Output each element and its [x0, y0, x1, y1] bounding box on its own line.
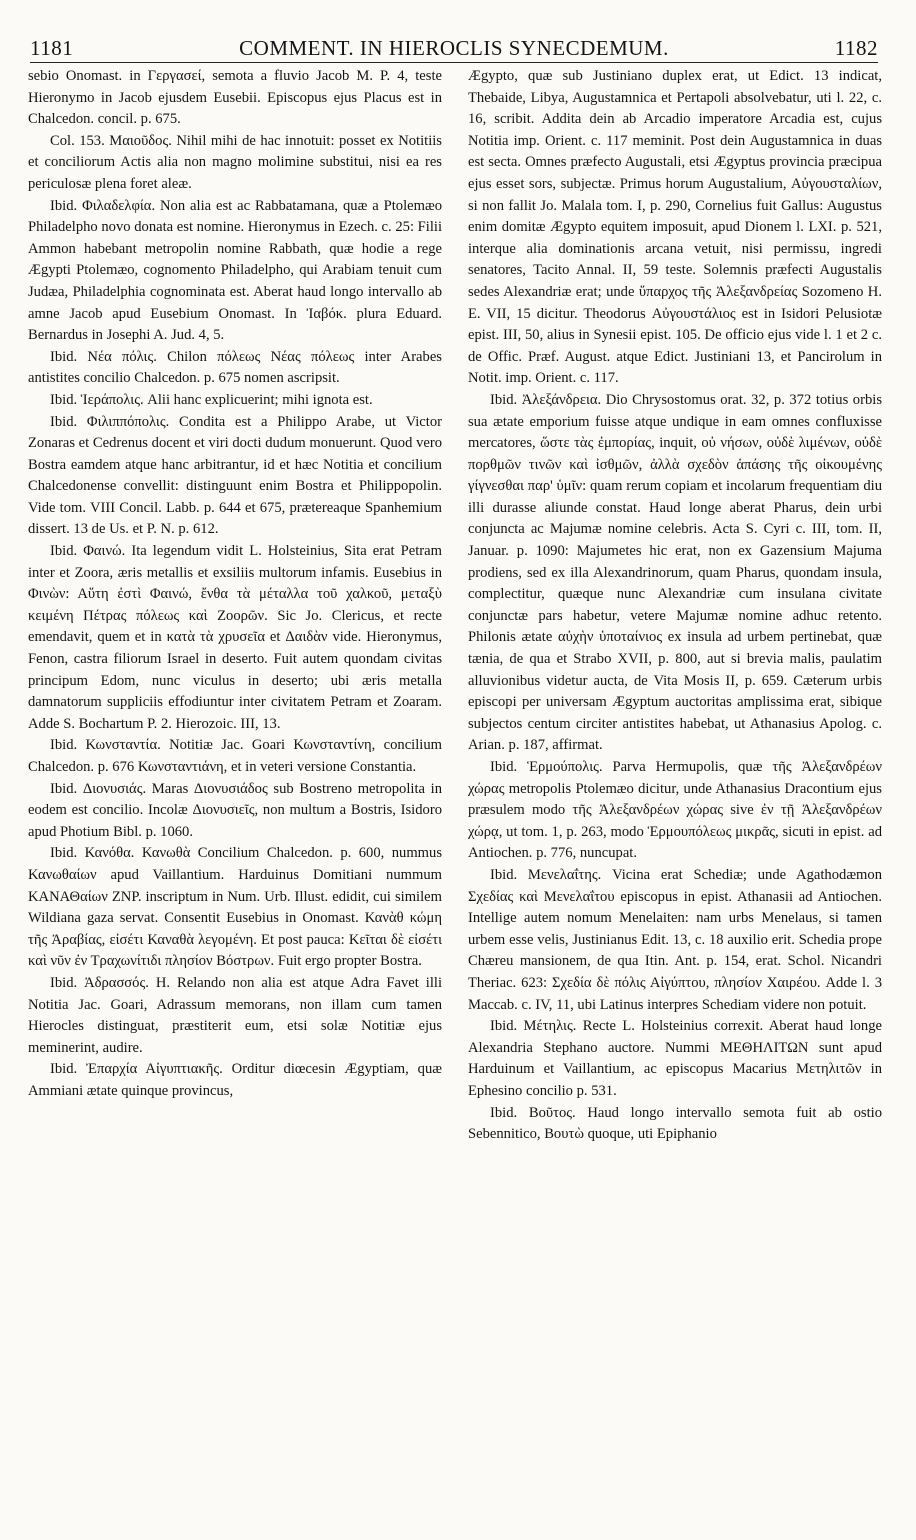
paragraph: Ibid. Κωνσταντία. Notitiæ Jac. Goari Κωνσταντίνη, concilium Chalcedon. p. 676 Κωνσταντιάνη, et in veteri versione Constantia. — [28, 737, 442, 775]
paragraph: Ibid. Ἱεράπολις. Alii hanc explicuerint; mihi ignota est. — [50, 391, 373, 408]
paragraph: sebio Onomast. in Γεργασεί, semota a fluvio Jacob M. P. 4, teste Hieronymo in Jacob ejusdem Eusebii. Episcopus ejus Placus est in Chalcedon. concil. p. 675. — [28, 68, 442, 128]
running-title: COMMENT. IN HIEROCLIS SYNECDEMUM. — [239, 36, 669, 60]
paragraph: Col. 153. Μαιοῦδος. Nihil mihi de hac innotuit: posset ex Notitiis et conciliorum Actis alia non magno molimine substitui, nisi ea res periculosæ plena foret aleæ. — [28, 132, 442, 192]
paragraph: Ibid. Βοῦτος. Haud longo intervallo semota fuit ab ostio Sebennitico, Βουτὼ quoque, uti Epiphanio — [468, 1104, 882, 1143]
paragraph: Ibid. Ἀδρασσός. H. Relando non alia est atque Adra Favet illi Notitia Jac. Goari, Adrassum memorans, non illam cum tamen Hierocles distinguat, præstiterit eum, etsi solæ Notitiæ ejus meminerint, audire. — [28, 974, 442, 1056]
paragraph: Ibid. Κανόθα. Κανωθὰ Concilium Chalcedon. p. 600, nummus Κανωθαίων apud Vaillantium. Harduinus Domitiani nummum ΚΑΝΑΘαίων ΖΝΡ. inscriptum in Num. Urb. Illust. edidit, cui similem Wildiana gaza servat. Consentit Eusebius in Onomast. Κανὰθ κώμη τῆς Ἀραβίας, εἰσέτι Καναθὰ λεγομένη. Et post pauca: Κεῖται δὲ εἰσέτι καὶ νῦν ἐν Τραχωνίτιδι πλησίον Βόστρων. Fuit ergo propter Bostra. — [28, 845, 442, 970]
left-page-number: 1181 — [30, 36, 74, 60]
paragraph: Ibid. Φιλαδελφία. Non alia est ac Rabbatamana, quæ a Ptolemæo Philadelpho novo donata est nomine. Hieronymus in Ezech. c. 25: Filii Ammon habebant metropolin nomine Rabbath, quæ hodie a rege Ægypti Ptolemæo, cognomento Philadelpho, qui Arabiam tenuit cum Judæa, Philadelphia cognominata est. Aberat haud longo intervallo ab amne Jacob apud Eusebium Onomast. In Ἰαβόκ. plura Eduard. Bernardus in Josephi A. Jud. 4, 5. — [28, 197, 442, 344]
paragraph: Ibid. Ἐπαρχία Αἰγυπτιακῆς. Orditur diœcesin Ægyptiam, quæ Ammiani ætate quinque provincus, — [28, 1061, 442, 1099]
paragraph: Ibid. Διονυσιάς. Maras Διονυσιάδος sub Bostreno metropolita in eodem est concilio. Incolæ Διονυσιεῖς, non multum a Bostris, Isidoro apud Photium Bibl. p. 1060. — [28, 780, 442, 840]
paragraph: Ibid. Φαινώ. Ita legendum vidit L. Holsteinius, Sita erat Petram inter et Zoora, æris metallis et exsiliis multorum infamis. Eusebius in Φινὼν: Αὕτη ἐστὶ Φαινώ, ἔνθα τὰ μέταλλα τοῦ χαλκοῦ, μεταξὺ κειμένη Πέτρας πόλεως καὶ Ζοορῶν. Sic Jo. Clericus, et recte emendavit, quem et in κατὰ τὰ χρυσεῖα et Δαιδὰν vide. Hieronymus, Fenon, castra filiorum Israel in deserto. Fuit autem quondam civitas principum Edom, nunc viculus in deserto; ubi æris metalla damnatorum suppliciis effodiuntur inter civitatem Petram et Zoaram. Adde S. Bochartum P. 2. Hierozoic. III, 13. — [28, 543, 442, 732]
paragraph: Ibid. Ἀλεξάνδρεια. Dio Chrysostomus orat. 32, p. 372 totius orbis sua ætate emporium fuisse atque undique in eam omnes confluxisse mercatores, ὥστε τὰς ἐμπορίας, inquit, οὐ νήσων, οὐδὲ λιμένων, οὐδὲ πορθμῶν τινῶν καὶ ἰσθμῶν, ἀλλὰ σχεδὸν ἁπάσης τῆς οἰκουμένης γίγνεσθαι παρ' ὑμῖν: quam rerum copiam et incolarum frequentiam diu illi durasse aliunde constat. Haud longe aberat Pharus, dein urbi conjuncta ac Majumæ nomine celebris. Acta S. Cyri c. III, tom. II, Januar. p. 1090: Majumetes hic erat, non ex Gazensium Majuma prodiens, sed ex illa Alexandrinorum, quam Pharus, quondam insula, complectitur, quæque nunc Alexandriæ cum insulana civitate conjunctæ pars habetur, vetere Majumæ nomine adhuc retento. Philonis ætate αὐχὴν ὑποταίνιος ex insula ad urbem pertinebat, quæ tænia, de qua et Strabo XVII, p. 800, aut si brevia malis, paulatim alluvionibus videtur aucta, de Vita Mosis II, p. 659. Cæterum urbis episcopi per universam Ægyptum auctoritas amplissima erat, sibique subjectos centum circiter antistites habebat, ut Athanasius Apolog. c. Arian. p. 187, affirmat. — [468, 391, 882, 754]
paragraph: Ibid. Ἑρμούπολις. Parva Hermupolis, quæ τῆς Ἀλεξανδρέων χώρας metropolis Ptolemæo dicitur, unde Athanasius Dracontium ejus præsulem modo τῆς Ἀλεξανδρέων χώρας sive ἐν τῇ Ἀλεξανδρέων χώρᾳ, ut tom. 1, p. 263, modo Ἑρμουπόλεως μικρᾶς, sicuti in epist. ad Antiochen. p. 776, nuncupat. — [468, 759, 882, 862]
right-column — [468, 66, 882, 1146]
paragraph: Ibid. Φιλιππόπολις. Condita est a Philippo Arabe, ut Victor Zonaras et Cedrenus docent et viri docti dudum monuerunt. Quod vero Bostra eamdem atque hanc arbitrantur, id et hæc Notitia et concilium Chalcedonense convellit: distinguunt enim Bostra et Philippopolin. Vide tom. VIII Concil. Labb. p. 644 et 675, prætereaque Spanhemium dissert. 13 de Us. et P. N. p. 612. — [28, 413, 442, 538]
paragraph: Ægypto, quæ sub Justiniano duplex erat, ut Edict. 13 indicat, Thebaide, Libya, Augustamnica et Pertapoli absolvebatur, uti l. 22, c. 16, scribit. Addita dein ab Arcadio imperatore Arcadia est, cujus Notitia imp. Orient. c. 117 meminit. Post dein Augustamnica in duas est secta. Omnes præfecto Augustali, etsi Ægyptus provincia præcipua ejus esset sors, subjectæ. Primus horum Augustalium, Αὐγουσταλίων, si non fallit Jo. Malala tom. I, p. 290, Cornelius fuit Gallus: Augustus enim domitæ Ægypto equitem imposuit, apud Dionem l. LXI. p. 521, interque alia dominationis arcana vetuit, nisi permissu, ingredi senatores, Tacito Annal. II, 59 teste. Solemnis præfecti Augustalis sedes Alexandriæ erat; unde ὕπαρχος τῆς Ἀλεξανδρείας Sozomeno H. E. VII, 15 dicitur. Theodorus Αὐγουστάλιος est in Isidori Pelusiotæ epist. III, 50, alius in Synesii epist. 105. De officio ejus vide l. 1 et 2 c. de Offic. Præf. August. atque Edict. Justiniani 13, et Pancirolum in Notit. imp. Orient. c. 117. — [468, 68, 882, 387]
right-page-number: 1182 — [834, 36, 878, 60]
paragraph: Ibid. Μενελαΐτης. Vicina erat Schediæ; unde Agathodæmon Σχεδίας καὶ Μενελαΐτου episcopus in epist. Athanasii ad Antiochen. Intellige autem nomum Menelaiten: nam urbs Menelaus, si tamen urbem esse velis, Justinianus Edit. 13, c. 18 auxilio erit. Schedia prope Chæreu mansionem, de qua Itin. Ant. p. 154, erat. Schol. Nicandri Theriac. 623: Σχεδία δὲ πόλις Αἰγύπτου, πλησίον Χαιρέου. Adde l. 3 Maccab. c. IV, 11, ubi Latinus interpres Schediam videre non potuit. — [468, 866, 882, 1013]
paragraph: Ibid. Μέτηλις. Recte L. Holsteinius correxit. Aberat haud longe Alexandria Stephano auctore. Nummi ΜΕΘΗΛΙΤΩΝ sunt apud Harduinum et Vaillantium, ac episcopus Macarius Μετηλιτῶν in Ephesino concilio p. 531. — [468, 1018, 882, 1099]
running-header — [30, 30, 878, 63]
paragraph: Ibid. Νέα πόλις. Chilon πόλεως Νέας πόλεως inter Arabes antistites concilio Chalcedon. p. 675 nomen ascripsit. — [28, 348, 442, 387]
left-column — [28, 66, 442, 1103]
